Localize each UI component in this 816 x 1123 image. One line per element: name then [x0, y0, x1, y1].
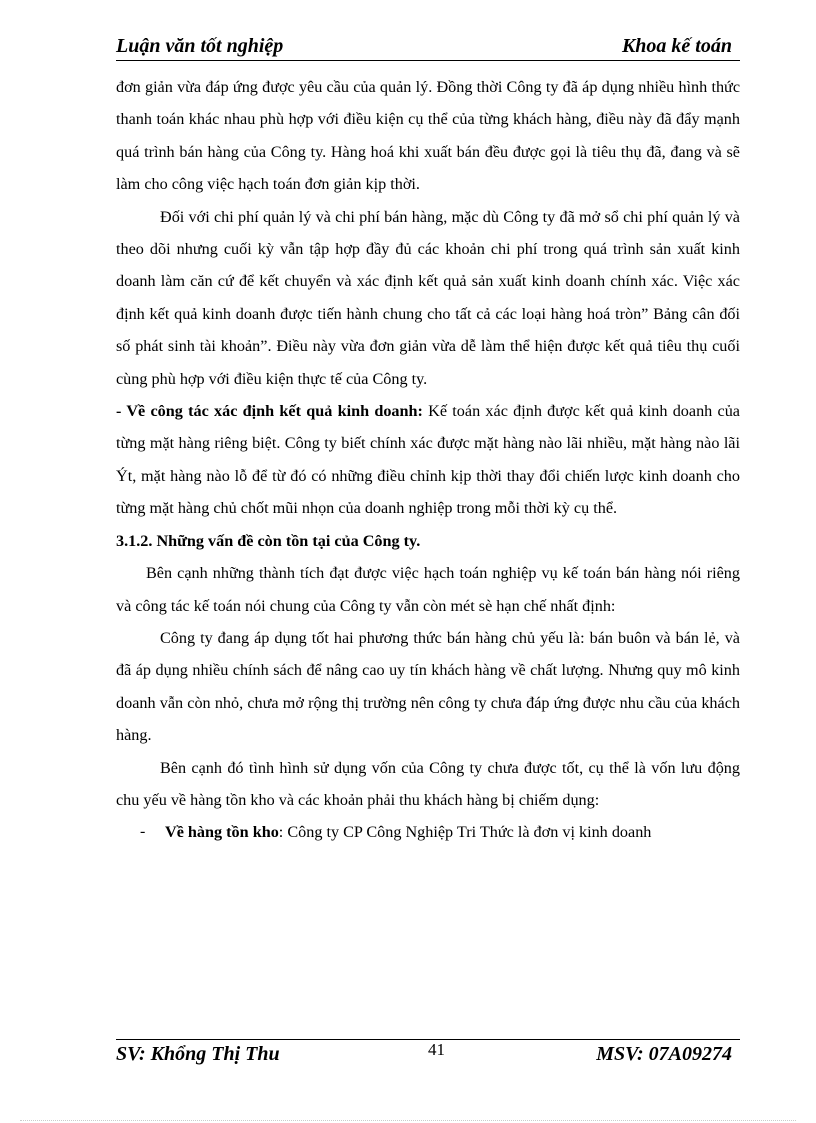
bullet-dash: -: [140, 823, 146, 841]
header-department: Khoa kế toán: [621, 35, 732, 57]
paragraph-4: Bên cạnh những thành tích đạt được việc hạch toán nghiệp vụ kế toán bán hàng nói riêng và công tác kế toán nói chung của Công ty vẫn còn mét sè hạn chế nhất định:: [116, 564, 740, 615]
paragraph-3: [116, 395, 740, 525]
paragraph-2: Đối với chi phí quản lý và chi phí bán hàng, mặc dù Công ty đã mở sổ chi phí quản lý và theo dõi nhưng cuối kỳ vẫn tập hợp đầy đủ các khoản chi phí trong quá trình sản xuất kinh doanh làm căn cứ để kết chuyển và xác định kết quả sản xuất kinh doanh chính xác. Việc xác định kết quả kinh doanh được tiến hành chung cho tất cả các loại hàng hoá tròn” Bảng cân đối số phát sinh tài khoản”. Điều này vừa đơn giản vừa dễ làm thể hiện được kết quả tiêu thụ cuối cùng phù hợp với điều kiện thực tế của Công ty.: [116, 207, 740, 388]
paragraph-5: Công ty đang áp dụng tốt hai phương thức bán hàng chủ yếu là: bán buôn và bán lẻ, và đã áp dụng nhiều chính sách để nâng cao uy tín khách hàng về chất lượng. Nhưng quy mô kinh doanh vẫn còn nhỏ, chưa mở rộng thị trường nên công ty chưa đáp ứng được nhu cầu của khách hàng.: [116, 628, 740, 745]
student-id: MSV: 07A09274: [596, 1043, 732, 1065]
page-header: [116, 34, 740, 61]
paragraph-3-text: Kế toán xác định được kết quả kinh doanh của từng mặt hàng riêng biệt. Công ty biết chính xác được mặt hàng nào lãi nhiều, mặt hàng nào lãi Ýt, mặt hàng nào lỗ để từ đó có những điều chỉnh kịp thời thay đổi chiến lược kinh doanh cho từng mặt hàng chủ chốt mũi nhọn của doanh nghiệp trong mỗi thời kỳ cụ thể.: [116, 402, 740, 518]
paragraph-6: Bên cạnh đó tình hình sử dụng vốn của Công ty chưa được tốt, cụ thể là vốn lưu động chu yếu về hàng tồn kho và các khoản phải thu khách hàng bị chiếm dụng:: [116, 758, 740, 809]
page-footer: [116, 1042, 740, 1072]
bullet-text: : Công ty CP Công Nghiệp Tri Thức là đơn vị kinh doanh: [278, 823, 652, 842]
page-body: [116, 71, 740, 849]
section-heading: 3.1.2. Những vấn đề còn tồn tại của Công ty.: [116, 531, 421, 550]
student-name: SV: Khổng Thị Thu: [116, 1043, 280, 1065]
header-title: Luận văn tốt nghiệp: [116, 35, 284, 57]
paragraph-1: đơn giản vừa đáp ứng được yêu cầu của quản lý. Đồng thời Công ty đã áp dụng nhiều hình thức thanh toán khác nhau phù hợp với điều kiện cụ thể của từng khách hàng, điều này đã đẩy mạnh quá trình bán hàng của Công ty. Hàng hoá khi xuất bán đều được gọi là tiêu thụ đã, đang và sẽ làm cho công việc hạch toán đơn giản kịp thời.: [116, 78, 740, 194]
page-edge-divider: [20, 1120, 796, 1121]
list-item: [116, 816, 740, 848]
page-number: 41: [428, 1040, 445, 1059]
paragraph-3-lead: - Về công tác xác định kết quả kinh doanh:: [116, 402, 423, 421]
bullet-lead: Về hàng tồn kho: [165, 823, 279, 842]
